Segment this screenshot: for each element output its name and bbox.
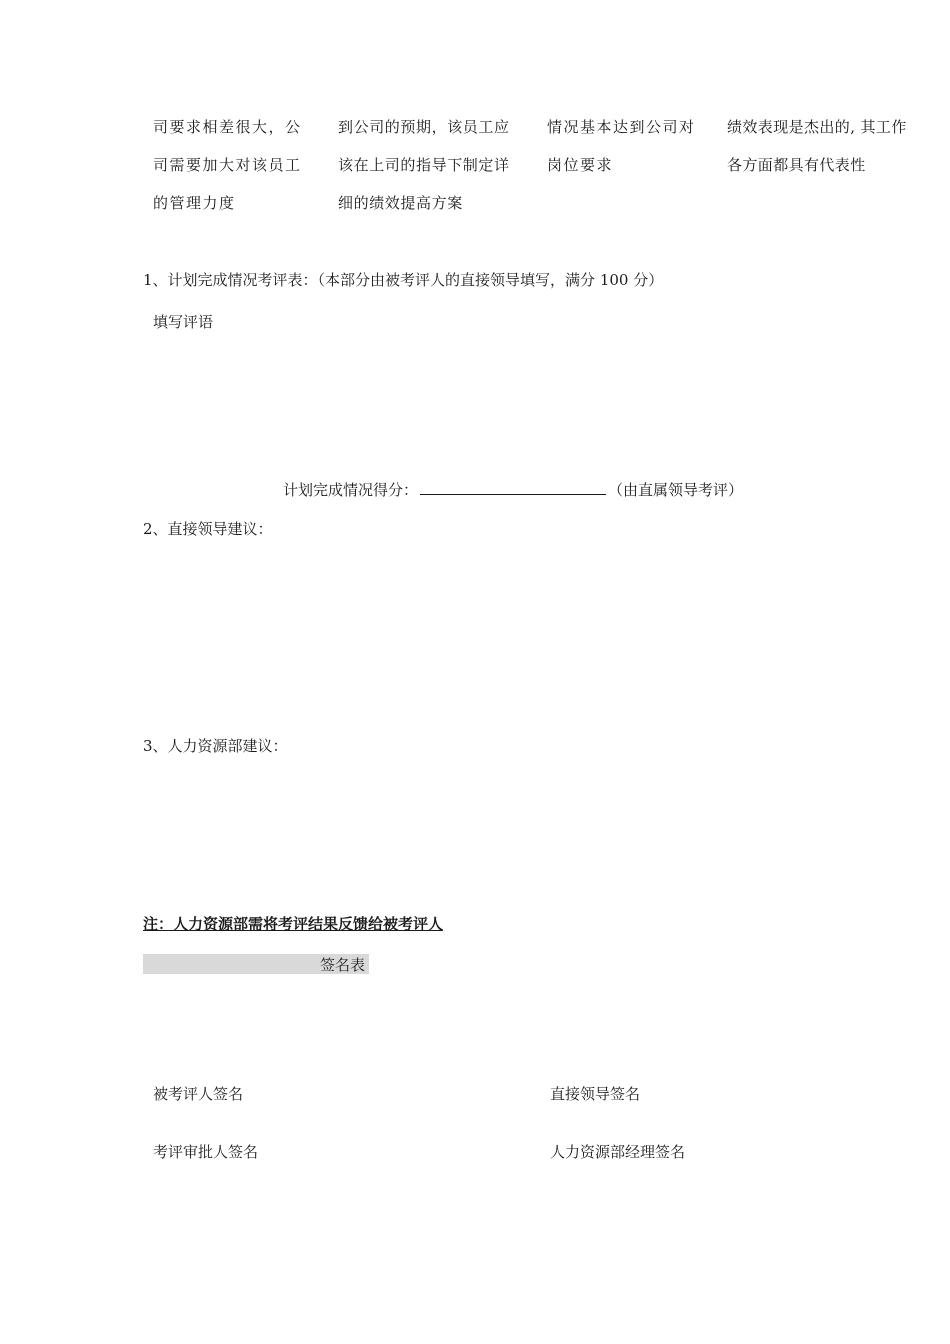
- rating-column-1: [153, 108, 302, 222]
- rating-column-3: [547, 108, 696, 184]
- section2-heading: 2、直接领导建议：: [143, 520, 273, 538]
- approver-signature-label: 考评审批人签名: [153, 1143, 259, 1161]
- section1-heading: 1、计划完成情况考评表：（本部分由被考评人的直接领导填写，满分 100 分）: [143, 271, 664, 289]
- reviewee-signature-label: 被考评人签名: [153, 1085, 244, 1103]
- rating-line: 绩效表现是杰出的, 其工作: [727, 118, 907, 136]
- rating-line: 各方面都具有代表性: [727, 156, 866, 174]
- rating-line: 该在上司的指导下制定详: [338, 156, 510, 174]
- rating-line: 到公司的预期，该员工应: [338, 118, 510, 136]
- direct-leader-signature-label: 直接领导签名: [550, 1085, 641, 1103]
- score-field[interactable]: [420, 480, 606, 495]
- rating-line: 的管理力度: [153, 194, 236, 212]
- rating-line: 岗位要求: [547, 156, 614, 174]
- score-row: [283, 479, 743, 500]
- rating-column-4: [727, 108, 907, 184]
- rating-column-2: [338, 108, 510, 222]
- score-label: 计划完成情况得分：: [283, 481, 419, 499]
- rating-line: 情况基本达到公司对: [547, 118, 696, 136]
- rating-line: 司要求相差很大，公: [153, 118, 302, 136]
- hr-manager-signature-label: 人力资源部经理签名: [550, 1143, 686, 1161]
- comment-label: 填写评语: [153, 313, 214, 331]
- feedback-note: 注：人力资源部需将考评结果反馈给被考评人: [143, 915, 444, 933]
- score-note: （由直属领导考评）: [608, 481, 744, 499]
- rating-line: 司需要加大对该员工: [153, 156, 302, 174]
- signature-table-title: 签名表: [320, 956, 366, 974]
- rating-line: 细的绩效提高方案: [338, 194, 463, 212]
- section3-heading: 3、人力资源部建议：: [143, 737, 288, 755]
